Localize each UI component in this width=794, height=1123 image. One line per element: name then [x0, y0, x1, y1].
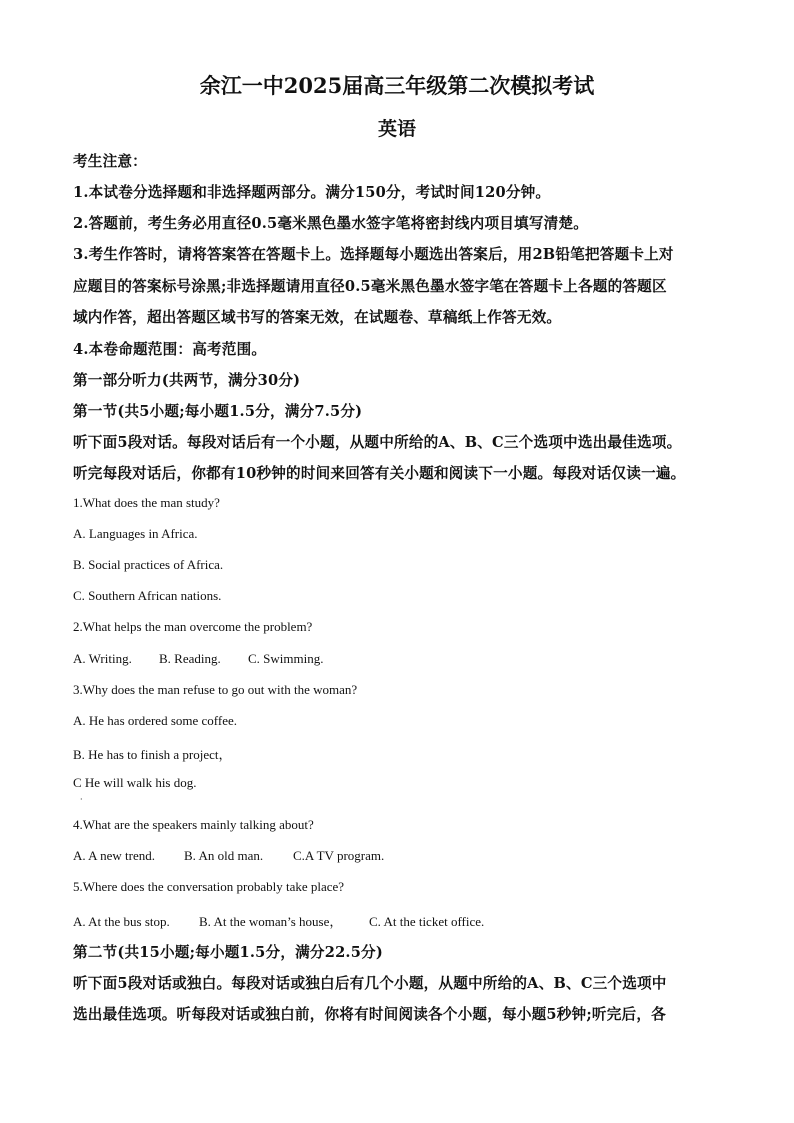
question-2-options — [73, 651, 324, 667]
question-3-option-c: C He will walk his dog. — [73, 775, 197, 790]
question-2-option-c: C. Swimming. — [248, 651, 324, 666]
section2-heading: 第二节(共15小题;每小题1.5分，满分22.5分) — [73, 944, 383, 961]
question-1: 1.What does the man study? — [73, 495, 220, 510]
notice-line-3: 3.考生作答时，请将答案答在答题卡上。选择题每小题选出答案后，用2B铅笔把答题卡上对 — [73, 246, 674, 263]
question-3-option-b: B. He has to finish a project， — [73, 747, 232, 762]
stray-dot: · — [80, 795, 83, 804]
notice-line-1: 1.本试卷分选择题和非选择题两部分。满分150分，考试时间120分钟。 — [73, 184, 551, 201]
notice-line-2: 2.答题前，考生务必用直径0.5毫米黑色墨水签字笔将密封线内项目填写清楚。 — [73, 215, 589, 232]
question-5: 5.Where does the conversation probably take place? — [73, 879, 345, 894]
section1-instruction-1: 听下面5段对话。每段对话后有一个小题，从题中所给的A、B、C三个选项中选出最佳选项。 — [73, 434, 682, 451]
question-2-option-b: B. Reading. — [159, 651, 221, 666]
question-1-option-a: A. Languages in Africa. — [73, 526, 198, 541]
notice-line-4: 应题目的答案标号涂黑;非选择题请用直径0.5毫米黑色墨水签字笔在答题卡上各题的答题区 — [73, 278, 667, 295]
part1-heading: 第一部分听力(共两节，满分30分) — [73, 372, 301, 389]
question-5-option-a: A. At the bus stop. — [73, 914, 170, 929]
section2-instruction-1: 听下面5段对话或独白。每段对话或独白后有几个小题，从题中所给的A、B、C三个选项中 — [73, 975, 667, 992]
notice-line-5: 域内作答，超出答题区域书写的答案无效，在试题卷、草稿纸上作答无效。 — [73, 309, 562, 326]
question-5-option-b: B. At the woman’s house， — [199, 914, 343, 929]
subject-title: 英语 — [377, 118, 416, 140]
question-1-option-b: B. Social practices of Africa. — [73, 557, 224, 572]
section1-heading: 第一节(共5小题;每小题1.5分，满分7.5分) — [73, 403, 363, 420]
section1-instruction-2: 听完每段对话后，你都有10秒钟的时间来回答有关小题和阅读下一小题。每段对话仅读一遍。 — [73, 465, 686, 482]
question-4: 4.What are the speakers mainly talking about? — [73, 817, 314, 832]
question-2: 2.What helps the man overcome the problem? — [73, 619, 313, 634]
question-2-option-a: A. Writing. — [73, 651, 132, 666]
question-5-option-c: C. At the ticket office. — [369, 914, 485, 929]
notice-line-6: 4.本卷命题范围：高考范围。 — [73, 341, 267, 358]
notice-heading: 考生注意： — [73, 153, 147, 170]
question-1-option-c: C. Southern African nations. — [73, 588, 222, 603]
question-4-option-c: C.A TV program. — [293, 848, 385, 863]
exam-title: 余江一中2025届高三年级第二次模拟考试 — [199, 73, 595, 98]
question-5-options — [73, 911, 484, 930]
question-4-option-a: A. A new trend. — [73, 848, 155, 863]
question-4-options — [73, 848, 384, 864]
section2-instruction-2: 选出最佳选项。听每段对话或独白前，你将有时间阅读各个小题，每小题5秒钟;听完后，各 — [73, 1006, 666, 1023]
question-3: 3.Why does the man refuse to go out with the woman? — [73, 682, 358, 697]
question-4-option-b: B. An old man. — [184, 848, 264, 863]
question-3-option-a: A. He has ordered some coffee. — [73, 713, 237, 728]
